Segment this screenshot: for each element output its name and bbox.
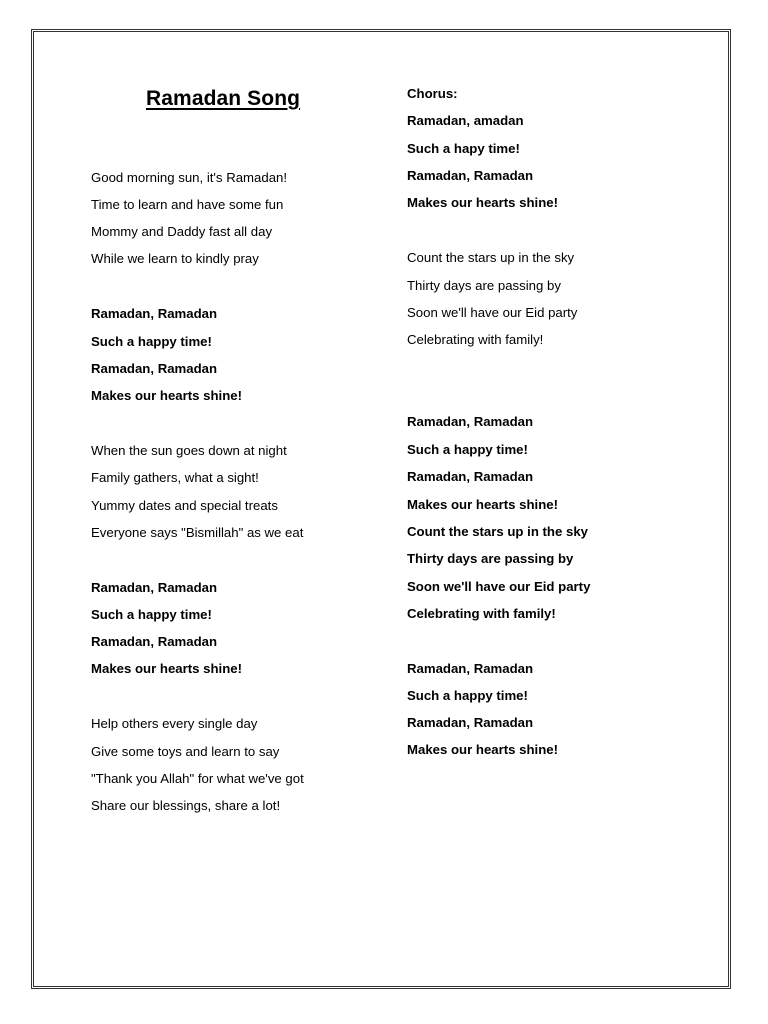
verse2-line-4: Everyone says "Bismillah" as we eat <box>91 525 304 540</box>
verse4-line-4: Celebrating with family! <box>407 332 544 347</box>
chorus1-line-2: Such a happy time! <box>91 334 212 349</box>
outro-line-4: Makes our hearts shine! <box>407 742 558 757</box>
verse4-line-3: Soon we'll have our Eid party <box>407 305 578 320</box>
outro-line-2: Such a happy time! <box>407 688 528 703</box>
verse1-line-2: Time to learn and have some fun <box>91 197 284 212</box>
chorus2-line-1: Ramadan, Ramadan <box>91 580 218 595</box>
chorus1-line-3: Ramadan, Ramadan <box>91 361 218 376</box>
final-chorus-line-3: Ramadan, Ramadan <box>407 469 534 484</box>
chorus-line-2: Such a hapy time! <box>407 141 520 156</box>
verse2-line-1: When the sun goes down at night <box>91 443 287 458</box>
verse1-line-3: Mommy and Daddy fast all day <box>91 224 273 239</box>
verse2-line-3: Yummy dates and special treats <box>91 498 278 513</box>
final-chorus-line-4: Makes our hearts shine! <box>407 497 558 512</box>
chorus2-line-4: Makes our hearts shine! <box>91 661 242 676</box>
chorus2-line-2: Such a happy time! <box>91 607 212 622</box>
chorus-label: Chorus: <box>407 86 458 101</box>
outro-line-3: Ramadan, Ramadan <box>407 715 534 730</box>
verse1-line-4: While we learn to kindly pray <box>91 251 259 266</box>
verse2-line-2: Family gathers, what a sight! <box>91 470 259 485</box>
chorus-line-1: Ramadan, amadan <box>407 113 524 128</box>
chorus1-line-4: Makes our hearts shine! <box>91 388 242 403</box>
chorus-line-3: Ramadan, Ramadan <box>407 168 534 183</box>
verse3-line-2: Give some toys and learn to say <box>91 744 280 759</box>
verse3-line-1: Help others every single day <box>91 716 258 731</box>
chorus1-line-1: Ramadan, Ramadan <box>91 306 218 321</box>
chorus2-line-3: Ramadan, Ramadan <box>91 634 218 649</box>
page-title: Ramadan Song <box>146 87 301 110</box>
final-chorus-line-2: Such a happy time! <box>407 442 528 457</box>
final-chorus-line-1: Ramadan, Ramadan <box>407 414 534 429</box>
verse1-line-1: Good morning sun, it's Ramadan! <box>91 170 288 185</box>
final-chorus-line-6: Thirty days are passing by <box>407 551 574 566</box>
chorus-line-4: Makes our hearts shine! <box>407 195 558 210</box>
final-chorus-line-5: Count the stars up in the sky <box>407 524 588 539</box>
outro-line-1: Ramadan, Ramadan <box>407 661 534 676</box>
verse3-line-3: "Thank you Allah" for what we've got <box>91 771 304 786</box>
verse3-line-4: Share our blessings, share a lot! <box>91 798 281 813</box>
final-chorus-line-8: Celebrating with family! <box>407 606 556 621</box>
verse4-line-1: Count the stars up in the sky <box>407 250 575 265</box>
final-chorus-line-7: Soon we'll have our Eid party <box>407 579 591 594</box>
verse4-line-2: Thirty days are passing by <box>407 278 561 293</box>
